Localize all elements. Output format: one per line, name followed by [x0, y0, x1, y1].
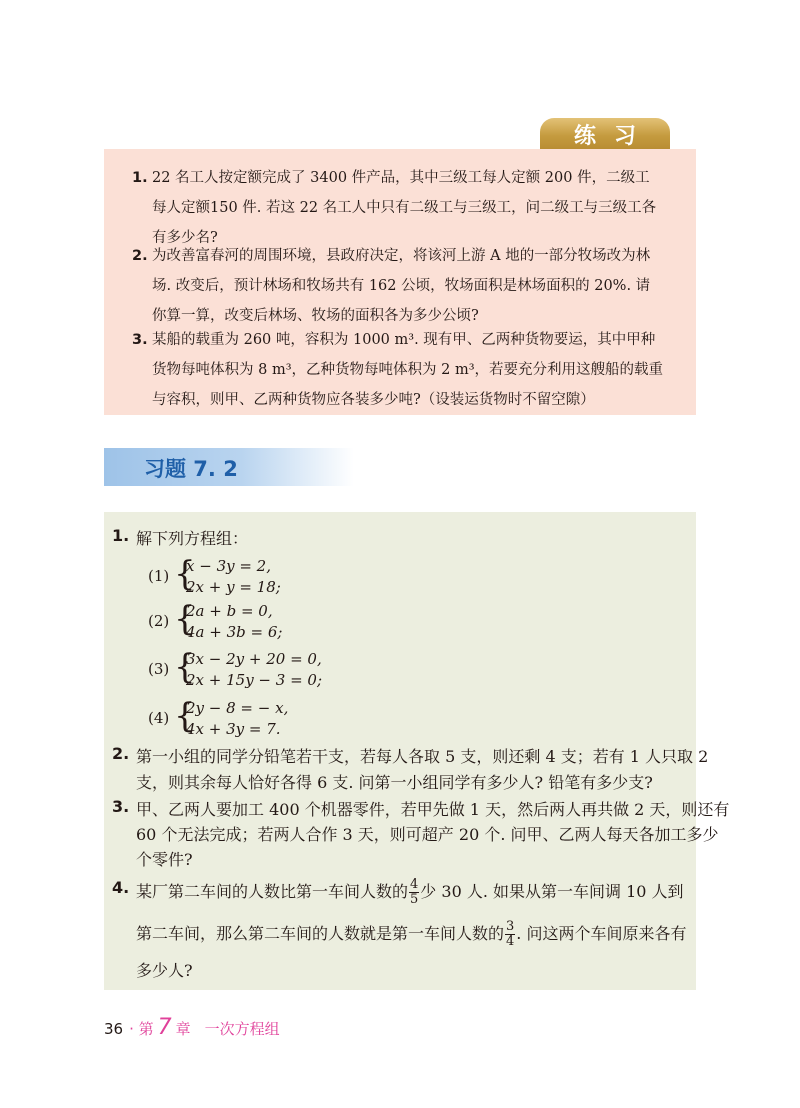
chapter-title: 一次方程组: [204, 1020, 280, 1038]
question-text: 甲、乙两人要加工 400 个机器零件，若甲先做 1 天，然后两人再共做 2 天，则还有: [136, 800, 730, 819]
equation: 2x + y = 18;: [186, 578, 281, 596]
chapter-suffix: 章: [175, 1020, 191, 1038]
practice-item-number: 3.: [132, 332, 148, 348]
practice-item: [104, 325, 664, 415]
page-number: 36: [104, 1020, 124, 1038]
system-label: (2): [148, 612, 170, 630]
equation: 2a + b = 0,: [186, 602, 273, 620]
exercise-box: 1. 解下列方程组： (1) { x − 3y = 2, 2x + y = 18; (2) { 2a + b = 0, 4a + 3b = 6; (3) { 3x − 2y + 20 = 0, 2x + 15y − 3 = 0; (4) { 2y − 8 = − x, 4x + 3y = 7. 2. 第一小组的同学分铅笔若干支，若每人各取 5 支，则还剩 4 支；若有 1 人只取 2 支，则其余每人恰好各得 6 支. 问第一小组同学有多少人? 铅笔有多少支? 3. 甲、乙两人要加工 400 个机器零件，若甲先做 1 天，然后两人再共做 2 天，则还有 60 个无法完成；若两人合作 3 天，则可超产 20 个. 问甲、乙两人每天各加工多少 个零件? 4. 某厂第二车间的人数比第一车间人数的 $\frac{4}{5}$ 少 30 人. 如果从第一车间调 10 人到 第二车间，那么第二车间的人数就是第一车间人数的 $\frac{3}{4}$ . 问这两个车间原来各有 多少人?: [104, 512, 696, 990]
equation: 4a + 3b = 6;: [186, 623, 283, 641]
practice-item-text: 某船的载重为 260 吨，容积为 1000 m³. 现有甲、乙两种货物要运，其中甲种货物每吨体积为 8 m³，乙种货物每吨体积为 2 m³，若要充分利用这艘船的载重与容积，则甲、乙两种货物应各装多少吨?（设装运货物时不留空隙）: [152, 332, 664, 408]
brace-icon: {: [174, 554, 196, 594]
practice-item-number: 1.: [132, 170, 148, 186]
question-number: 2.: [112, 744, 130, 763]
system-label: (1): [148, 567, 170, 585]
equation: 2x + 15y − 3 = 0;: [186, 671, 323, 689]
practice-item: [104, 241, 664, 331]
system-label: (3): [148, 660, 170, 678]
practice-item-text: 22 名工人按定额完成了 3400 件产品，其中三级工每人定额 200 件，二级工每人定额150 件. 若这 22 名工人中只有二级工与三级工，问二级工与三级工各有多少名?: [152, 170, 657, 246]
equation: 2y − 8 = − x,: [186, 699, 289, 717]
exercise-title-bar: [104, 448, 354, 486]
practice-item-text: 为改善富春河的周围环境，县政府决定，将该河上游 A 地的一部分牧场改为林场. 改变后，预计林场和牧场共有 162 公顷，牧场面积是林场面积的 20%. 请你算一算，改变后林场、牧场的面积各为多少公顷?: [152, 248, 651, 324]
chapter-prefix: · 第: [129, 1020, 154, 1038]
practice-item-number: 2.: [132, 248, 148, 264]
brace-icon: {: [174, 599, 196, 639]
equation: 3x − 2y + 20 = 0,: [186, 650, 322, 668]
question-text: 某厂第二车间的人数比第一车间人数的 $\frac{4}{5}$ 少 30 人. 如果从第一车间调 10 人到: [136, 877, 684, 907]
question-text: 第一小组的同学分铅笔若干支，若每人各取 5 支，则还剩 4 支；若有 1 人只取 2: [136, 747, 709, 766]
exercise-title: 习题 7. 2: [144, 457, 238, 481]
question-number: 3.: [112, 797, 130, 816]
brace-icon: {: [174, 696, 196, 736]
question-number: 1.: [112, 526, 130, 545]
equation: x − 3y = 2,: [186, 557, 271, 575]
equation: 4x + 3y = 7.: [186, 720, 281, 738]
fraction: $\frac{3}{4}$: [506, 919, 515, 949]
practice-item: [104, 163, 664, 253]
practice-box: [104, 149, 696, 415]
brace-icon: {: [174, 647, 196, 687]
chapter-number: 7: [157, 1015, 172, 1040]
system-label: (4): [148, 709, 170, 727]
question-text: 解下列方程组：: [136, 529, 249, 548]
fraction: $\frac{4}{5}$: [410, 877, 419, 907]
page-footer: [104, 1015, 280, 1040]
practice-title: 练习: [540, 118, 670, 150]
question-number: 4.: [112, 878, 130, 897]
